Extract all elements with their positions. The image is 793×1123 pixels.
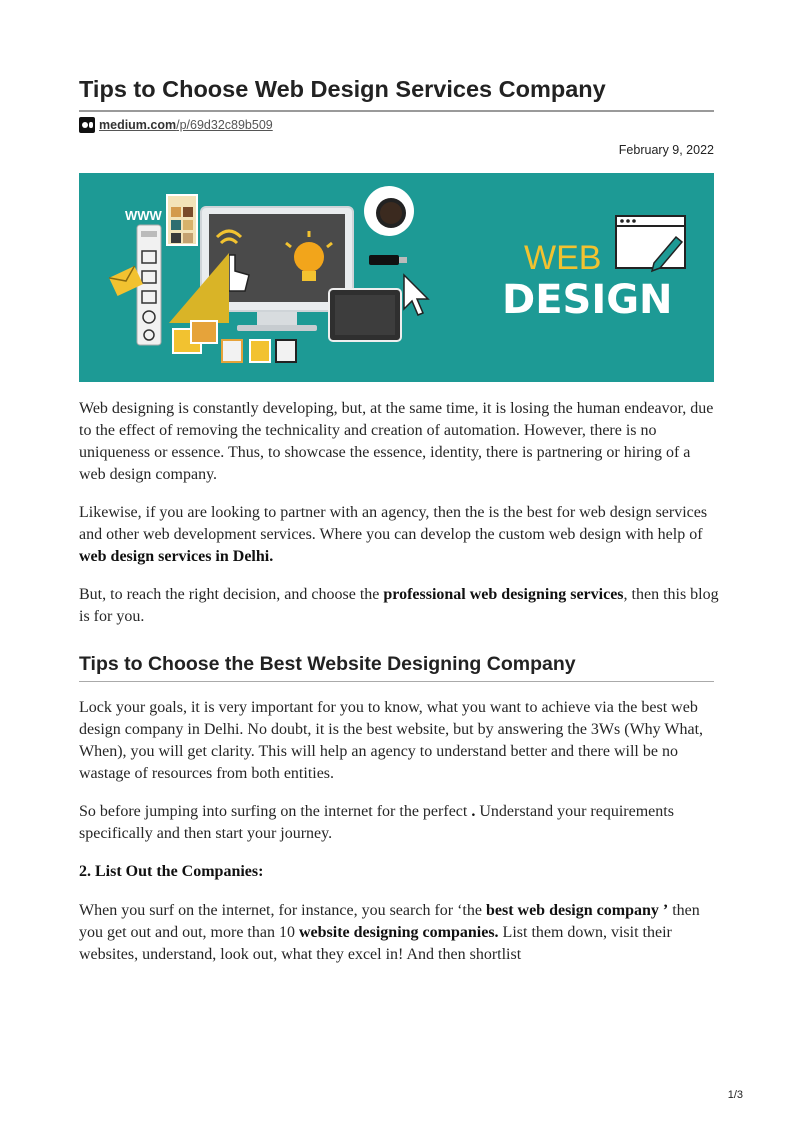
svg-text:WWW: WWW <box>125 208 162 223</box>
section-heading: Tips to Choose the Best Website Designing Company <box>79 653 576 675</box>
browser-pencil-icon <box>616 216 685 271</box>
paragraph-list-companies: When you surf on the internet, for instance, you search for ‘the best web design company ’ then you get out and out, more than 10 website designing companies. List them down, visit their websites, understand, look out, what they excel in! And then shortlist <box>79 902 700 963</box>
svg-text:DESIGN: DESIGN <box>502 277 673 323</box>
usb-drive-icon <box>369 255 399 265</box>
list-heading: 2. List Out the Companies: <box>79 863 264 880</box>
publish-date: February 9, 2022 <box>618 143 714 157</box>
web-design-illustration <box>79 173 714 382</box>
paragraph-intro: Web designing is constantly developing, but, at the same time, it is losing the human endeavor, due to the effect of removing the technicality and creation of automation. However, there is no uniqueness or essence. Thus, to showcase the essence, identity, there is partnering or hiring of a web design company. <box>79 400 714 483</box>
color-palette-icon <box>167 195 197 245</box>
paragraph-partner: Likewise, if you are looking to partner with an agency, then the is the best for web design services and other web development services. Where you can develop the custom web design with help of web design services in Delhi. <box>79 504 708 565</box>
coffee-cup-icon <box>364 186 414 236</box>
medium-logo-icon <box>79 117 95 133</box>
svg-text:WEB: WEB <box>524 239 602 277</box>
section-divider <box>79 681 714 682</box>
source-line <box>79 116 273 134</box>
title-divider <box>79 110 714 112</box>
hero-image <box>79 173 714 382</box>
document-icons <box>222 340 296 362</box>
paragraph-surfing: So before jumping into surfing on the internet for the perfect . Understand your requirements specifically and then start your journey. <box>79 803 674 842</box>
page-number: 1/3 <box>727 1089 743 1101</box>
paragraph-decision: But, to reach the right decision, and choose the professional web designing services, then this blog is for you. <box>79 586 719 625</box>
article-title: Tips to Choose Web Design Services Company <box>79 76 606 102</box>
source-link[interactable]: medium.com/p/69d32c89b509 <box>99 118 273 132</box>
paragraph-goals: Lock your goals, it is very important for you to know, what you want to achieve via the best web design company in Delhi. No doubt, it is the best website, but by answering the 3Ws (Why What, When), you will get clarity. This will help an agency to understand better and there will be no wastage of resources from both entities. <box>79 699 704 782</box>
